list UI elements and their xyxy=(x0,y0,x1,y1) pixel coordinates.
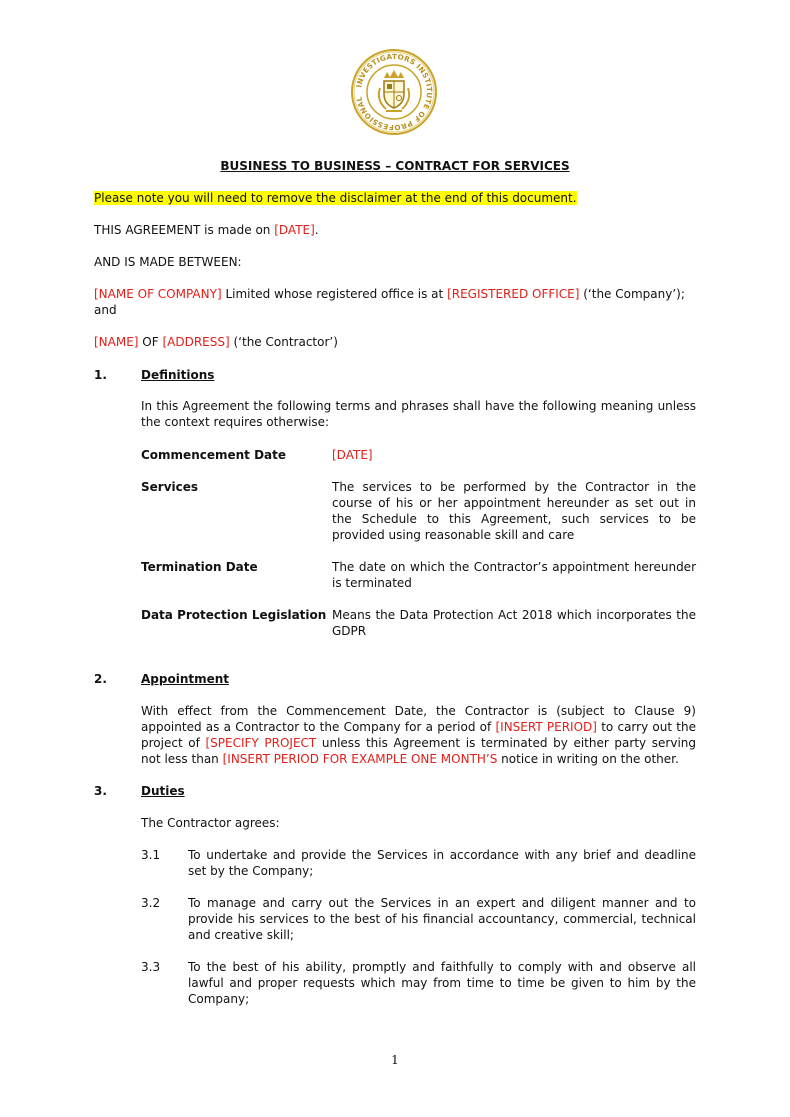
party2-mid: OF xyxy=(138,335,163,349)
between-line: AND IS MADE BETWEEN: xyxy=(94,255,242,269)
disclaimer-notice xyxy=(94,190,577,206)
notice-highlight: Please note you will need to remove the disclaimer at the end of this document. xyxy=(94,191,577,205)
document-title: BUSINESS TO BUSINESS – CONTRACT FOR SERVICES xyxy=(220,159,570,173)
appointment-text xyxy=(141,703,696,767)
definition-desc: Means the Data Protection Act 2018 which incorporates the GDPR xyxy=(332,608,696,638)
agreement-date-placeholder: [DATE] xyxy=(274,223,315,237)
definition-desc: The date on which the Contractor’s appointment hereunder is terminated xyxy=(332,560,696,590)
appointment-t4: notice in writing on the other. xyxy=(497,752,679,766)
duties-intro: The Contractor agrees: xyxy=(141,816,280,830)
section-3-heading: Duties xyxy=(141,784,185,798)
clause-text: To undertake and provide the Services in accordance with any brief and deadline set by the Company; xyxy=(188,848,696,878)
definition-term: Data Protection Legislation xyxy=(141,608,327,622)
contractor-name-placeholder: [NAME] xyxy=(94,335,139,349)
section-1-heading: Definitions xyxy=(141,368,215,382)
clause-number: 3.3 xyxy=(141,960,161,974)
appointment-t1: With effect from the Commencement Date, the Contractor is (subject to Clause 9) appointed as a Contractor to the Company for a period of xyxy=(141,704,696,734)
agreement-line xyxy=(94,222,319,238)
section-3-number: 3. xyxy=(94,784,107,798)
section-2-number: 2. xyxy=(94,672,107,686)
appointment-t2: to carry out the project of xyxy=(141,720,696,750)
contractor-address-placeholder: [ADDRESS] xyxy=(162,335,230,349)
section-1-number: 1. xyxy=(94,368,107,382)
definition-term: Termination Date xyxy=(141,560,258,574)
agreement-pre: THIS AGREEMENT is made on xyxy=(94,223,275,237)
definition-term: Services xyxy=(141,480,199,494)
institute-logo xyxy=(350,48,438,136)
clause-number: 3.2 xyxy=(141,896,161,910)
party-contractor xyxy=(94,334,338,350)
svg-text:INVESTIGATORS INSTITUTE OF PRO: INVESTIGATORS INSTITUTE OF PROFESSIONAL xyxy=(354,51,435,133)
logo-seal-icon xyxy=(350,48,438,136)
page-number: 1 xyxy=(391,1053,399,1067)
clause-text: To manage and carry out the Services in an expert and diligent manner and to provide his services to the best of his financial accountancy, commercial, technical and creative skill; xyxy=(188,896,696,942)
registered-office-placeholder: [REGISTERED OFFICE] xyxy=(447,287,580,301)
specify-project-placeholder: [SPECIFY PROJECT xyxy=(205,736,317,750)
clause-text: To the best of his ability, promptly and faithfully to comply with and observe all lawful and proper requests which may from time to time be given to him by the Company; xyxy=(188,960,696,1006)
company-name-placeholder: [NAME OF COMPANY] xyxy=(94,287,222,301)
definition-desc: [DATE] xyxy=(332,448,373,462)
party1-post: (‘the Company’); xyxy=(579,287,685,301)
agreement-post: . xyxy=(314,223,319,237)
party1-mid: Limited whose registered office is at xyxy=(221,287,448,301)
appointment-t3: unless this Agreement is terminated by either party serving not less than xyxy=(141,736,697,766)
clause-number: 3.1 xyxy=(141,848,161,862)
party-company xyxy=(94,286,696,302)
definitions-intro: In this Agreement the following terms and phrases shall have the following meaning unless the context requires otherwise: xyxy=(141,399,696,429)
party2-post: (‘the Contractor’) xyxy=(229,335,338,349)
definition-desc: The services to be performed by the Contractor in the course of his or her appointment hereunder as set out in the Schedule to this Agreement, such services to be provided using reasonable skill and care xyxy=(332,480,696,542)
notice-period-placeholder: [INSERT PERIOD FOR EXAMPLE ONE MONTH’S xyxy=(222,752,498,766)
definition-term: Commencement Date xyxy=(141,448,287,462)
section-2-heading: Appointment xyxy=(141,672,230,686)
insert-period-placeholder: [INSERT PERIOD] xyxy=(495,720,597,734)
party-and: and xyxy=(94,303,117,317)
